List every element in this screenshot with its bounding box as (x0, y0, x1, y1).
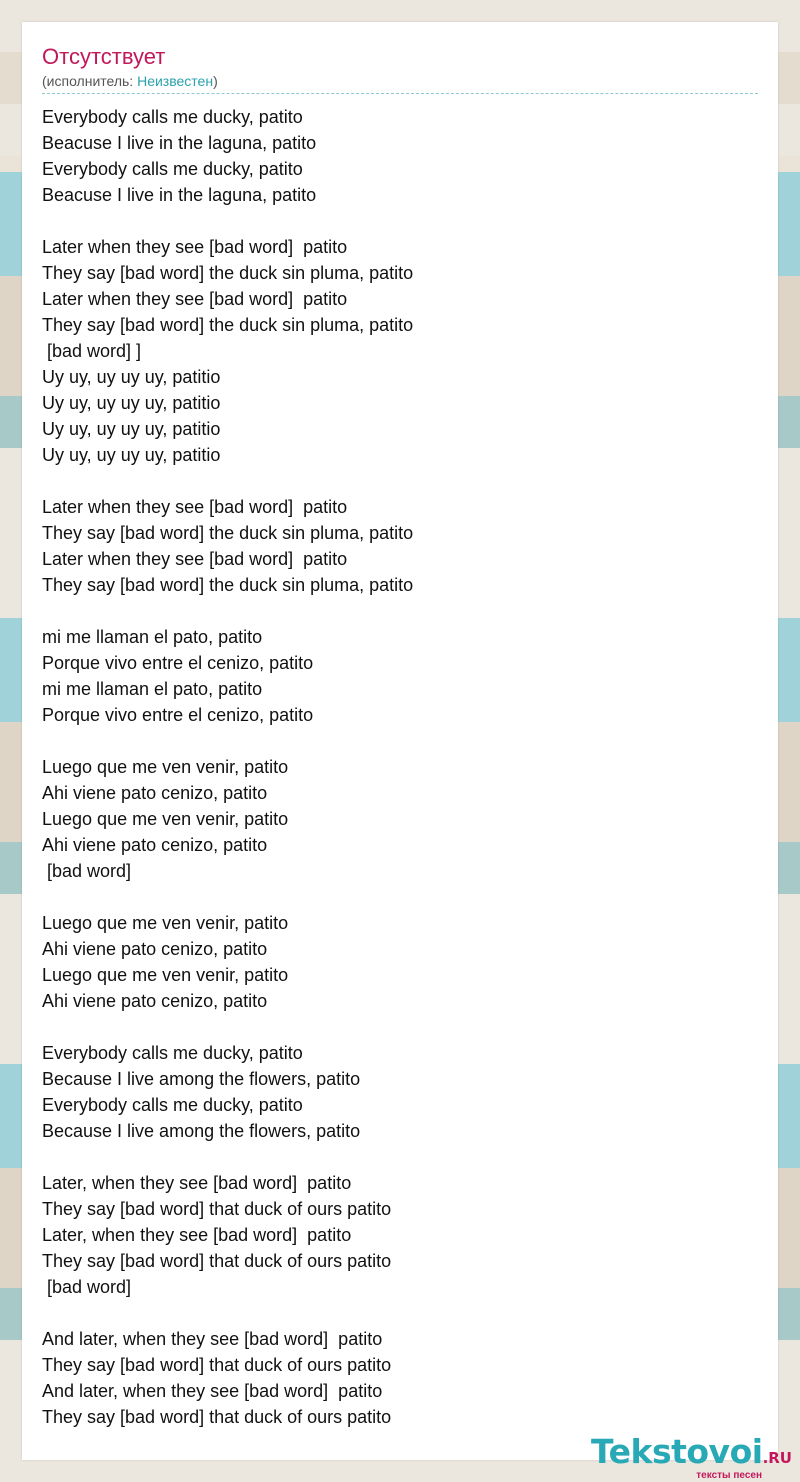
artist-link[interactable]: Неизвестен (137, 73, 214, 89)
lyric-line: They say [bad word] the duck sin pluma, patito (42, 575, 414, 595)
lyric-line: They say [bad word] that duck of ours patito (42, 1407, 392, 1427)
lyric-line: They say [bad word] that duck of ours patito (42, 1199, 392, 1219)
lyric-line: Everybody calls me ducky, patito (42, 1095, 303, 1115)
lyric-line: Luego que me ven venir, patito (42, 757, 289, 777)
artist-suffix: ) (213, 73, 218, 89)
lyric-line: Porque vivo entre el cenizo, patito (42, 705, 314, 725)
song-title: Отсутствует (42, 44, 166, 69)
lyric-line (42, 468, 742, 494)
lyric-line: Later, when they see [bad word] patito (42, 1173, 352, 1193)
lyric-line: Beacuse I live in the laguna, patito (42, 185, 317, 205)
lyric-line: And later, when they see [bad word] patito (42, 1381, 383, 1401)
lyrics-card (22, 22, 778, 1460)
title-divider (42, 93, 758, 94)
logo-tld: .RU (762, 1449, 792, 1467)
lyric-line: They say [bad word] the duck sin pluma, patito (42, 523, 414, 543)
lyric-line (42, 208, 742, 234)
logo-tagline: тексты песен (696, 1470, 762, 1481)
lyric-line: Luego que me ven venir, patito (42, 965, 289, 985)
lyric-line (42, 1144, 742, 1170)
site-logo[interactable] (591, 1434, 792, 1482)
lyric-line: Ahi viene pato cenizo, patito (42, 991, 268, 1011)
logo-name: Tekstovoi (591, 1432, 763, 1471)
lyric-line: Ahi viene pato cenizo, patito (42, 783, 268, 803)
lyric-line: Because I live among the flowers, patito (42, 1069, 361, 1089)
lyric-line: They say [bad word] that duck of ours patito (42, 1251, 392, 1271)
lyric-line: Uy uy, uy uy uy, patitio (42, 393, 221, 413)
lyric-line: Later, when they see [bad word] patito (42, 1225, 352, 1245)
lyric-line: Everybody calls me ducky, patito (42, 107, 303, 127)
lyric-line: Porque vivo entre el cenizo, patito (42, 653, 314, 673)
lyric-line: mi me llaman el pato, patito (42, 679, 263, 699)
lyric-line: Later when they see [bad word] patito (42, 497, 348, 517)
artist-line (42, 72, 218, 90)
lyric-line: Beacuse I live in the laguna, patito (42, 133, 317, 153)
lyric-line (42, 1300, 742, 1326)
lyric-line: Uy uy, uy uy uy, patitio (42, 367, 221, 387)
lyric-line: Luego que me ven venir, patito (42, 809, 289, 829)
lyric-line: Uy uy, uy uy uy, patitio (42, 445, 221, 465)
lyric-line: They say [bad word] that duck of ours patito (42, 1355, 392, 1375)
lyric-line: Ahi viene pato cenizo, patito (42, 939, 268, 959)
lyric-line: [bad word] (42, 1277, 132, 1297)
lyric-line: Later when they see [bad word] patito (42, 237, 348, 257)
lyric-line: And later, when they see [bad word] patito (42, 1329, 383, 1349)
lyric-line: [bad word] (42, 861, 132, 881)
lyric-line: [bad word] ] (42, 341, 142, 361)
lyric-line: Ahi viene pato cenizo, patito (42, 835, 268, 855)
lyric-line: Uy uy, uy uy uy, patitio (42, 419, 221, 439)
lyric-line (42, 728, 742, 754)
lyric-line: Everybody calls me ducky, patito (42, 159, 303, 179)
lyric-line (42, 598, 742, 624)
lyric-line: Later when they see [bad word] patito (42, 289, 348, 309)
lyric-line: mi me llaman el pato, patito (42, 627, 263, 647)
artist-prefix: (исполнитель: (42, 73, 138, 89)
lyric-line: Everybody calls me ducky, patito (42, 1043, 303, 1063)
lyric-line: They say [bad word] the duck sin pluma, patito (42, 263, 414, 283)
lyric-line (42, 1014, 742, 1040)
lyric-line: Because I live among the flowers, patito (42, 1121, 361, 1141)
lyric-line: Later when they see [bad word] patito (42, 549, 348, 569)
lyrics-text (42, 104, 742, 1430)
lyric-line: They say [bad word] the duck sin pluma, patito (42, 315, 414, 335)
lyric-line: Luego que me ven venir, patito (42, 913, 289, 933)
lyric-line (42, 884, 742, 910)
